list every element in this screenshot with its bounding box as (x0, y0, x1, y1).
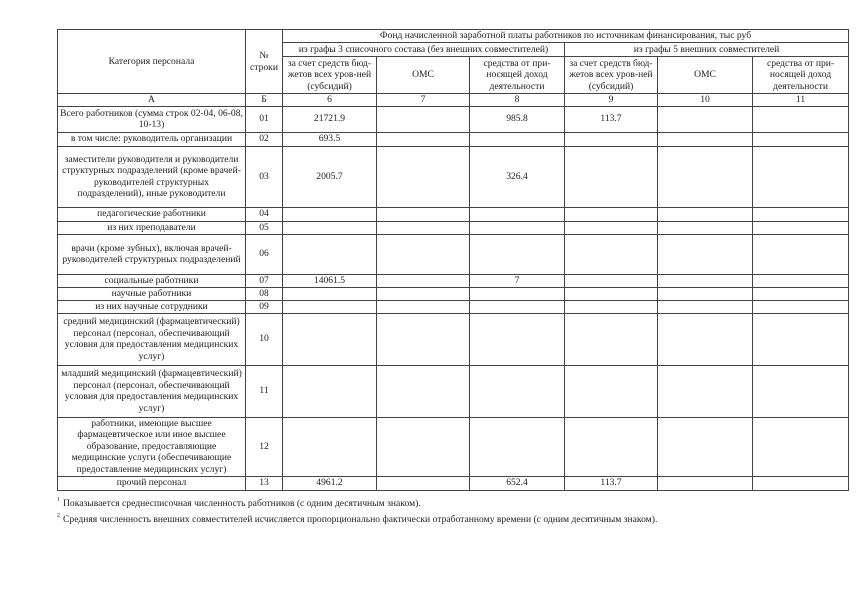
row-value-col-6 (283, 313, 377, 365)
row-category: младший медицинский (фармацевтический) персонал (персонал, обеспечивающий условия для предоставления медицинских услуг) (58, 365, 246, 417)
row-category: из них преподаватели (58, 221, 246, 234)
row-value-col-10 (658, 106, 753, 132)
row-value-col-9 (565, 207, 658, 221)
row-value-col-7 (377, 146, 470, 207)
col-letter: 9 (565, 94, 658, 107)
row-value-col-8: 326.4 (470, 146, 565, 207)
row-value-col-10 (658, 417, 753, 476)
row-value-col-6: 21721.9 (283, 106, 377, 132)
row-number: 02 (246, 132, 283, 146)
row-value-col-8 (470, 313, 565, 365)
table-row (58, 300, 849, 313)
row-value-col-7 (377, 287, 470, 300)
row-value-col-10 (658, 300, 753, 313)
row-value-col-7 (377, 417, 470, 476)
footnote-mark: 1 (57, 497, 60, 503)
row-value-col-6: 693.5 (283, 132, 377, 146)
row-value-col-9 (565, 274, 658, 287)
table-row (58, 207, 849, 221)
col-letter: 10 (658, 94, 753, 107)
header-group-staff: из графы 3 списочного состава (без внешних совместителей) (283, 43, 565, 57)
col-letter: 6 (283, 94, 377, 107)
row-value-col-9 (565, 365, 658, 417)
table-row (58, 313, 849, 365)
row-value-col-10 (658, 365, 753, 417)
row-value-col-11 (753, 146, 849, 207)
table-row (58, 234, 849, 274)
table-row (58, 221, 849, 234)
row-value-col-10 (658, 313, 753, 365)
row-category: прочий персонал (58, 476, 246, 490)
row-value-col-6 (283, 234, 377, 274)
row-value-col-9: 113.7 (565, 106, 658, 132)
row-value-col-8 (470, 207, 565, 221)
row-value-col-7 (377, 274, 470, 287)
row-value-col-11 (753, 287, 849, 300)
footnote-text: Показывается среднесписочная численность работников (с одним десятичным знаком). (63, 498, 421, 509)
header-category: Категория персонала (58, 30, 246, 94)
payroll-fund-table (57, 29, 849, 491)
row-value-col-10 (658, 132, 753, 146)
row-value-col-7 (377, 476, 470, 490)
row-value-col-6: 2005.7 (283, 146, 377, 207)
row-value-col-7 (377, 106, 470, 132)
row-value-col-8 (470, 365, 565, 417)
row-value-col-7 (377, 313, 470, 365)
col-letter: 7 (377, 94, 470, 107)
row-number: 07 (246, 274, 283, 287)
header-fund-title: Фонд начисленной заработной платы работников по источникам финансирования, тыс руб (283, 30, 849, 43)
table-row (58, 365, 849, 417)
row-number: 06 (246, 234, 283, 274)
row-value-col-11 (753, 365, 849, 417)
footnote-1 (57, 498, 421, 509)
row-value-col-10 (658, 287, 753, 300)
row-value-col-9: 113.7 (565, 476, 658, 490)
row-value-col-8 (470, 417, 565, 476)
row-value-col-6 (283, 417, 377, 476)
row-value-col-8 (470, 132, 565, 146)
column-letter-row (58, 94, 849, 107)
row-value-col-11 (753, 207, 849, 221)
col-letter: А (58, 94, 246, 107)
header-col-9: за счет средств бюд-жетов всех уров-ней (субсидий) (565, 57, 658, 94)
footnote-text: Средняя численность внешних совместителей исчисляется пропорционально фактически отработанному времени (с одним десятичным знаком). (63, 514, 658, 525)
header-group-external: из графы 5 внешних совместителей (565, 43, 849, 57)
row-value-col-9 (565, 132, 658, 146)
table-row (58, 274, 849, 287)
table-row (58, 417, 849, 476)
row-value-col-11 (753, 476, 849, 490)
col-letter: 11 (753, 94, 849, 107)
row-value-col-7 (377, 221, 470, 234)
row-value-col-7 (377, 234, 470, 274)
row-value-col-9 (565, 287, 658, 300)
row-value-col-8 (470, 287, 565, 300)
footnote-mark: 2 (57, 513, 60, 519)
row-value-col-9 (565, 234, 658, 274)
row-value-col-6 (283, 287, 377, 300)
col-letter: 8 (470, 94, 565, 107)
row-value-col-6 (283, 300, 377, 313)
row-value-col-11 (753, 313, 849, 365)
header-col-8: средства от при-носящей доход деятельности (470, 57, 565, 94)
row-number: 01 (246, 106, 283, 132)
row-value-col-11 (753, 234, 849, 274)
row-value-col-8 (470, 221, 565, 234)
row-value-col-9 (565, 146, 658, 207)
row-value-col-11 (753, 221, 849, 234)
row-category: заместители руководителя и руководители структурных подразделений (кроме врачей-руководителей структурных подразделений), иные руководители (58, 146, 246, 207)
row-value-col-7 (377, 365, 470, 417)
header-col-7: ОМС (377, 57, 470, 94)
row-category: Всего работников (сумма строк 02-04, 06-08, 10-13) (58, 106, 246, 132)
table-row (58, 476, 849, 490)
row-value-col-8: 652.4 (470, 476, 565, 490)
row-value-col-11 (753, 106, 849, 132)
row-number: 08 (246, 287, 283, 300)
row-category: в том числе: руководитель организации (58, 132, 246, 146)
row-number: 11 (246, 365, 283, 417)
row-number: 10 (246, 313, 283, 365)
footnote-2 (57, 514, 657, 525)
row-value-col-7 (377, 132, 470, 146)
row-number: 04 (246, 207, 283, 221)
row-number: 03 (246, 146, 283, 207)
row-category: из них научные сотрудники (58, 300, 246, 313)
row-number: 13 (246, 476, 283, 490)
row-value-col-11 (753, 274, 849, 287)
row-value-col-10 (658, 234, 753, 274)
row-value-col-10 (658, 221, 753, 234)
row-value-col-8: 7 (470, 274, 565, 287)
row-value-col-9 (565, 417, 658, 476)
header-col-6: за счет средств бюд-жетов всех уров-ней (субсидий) (283, 57, 377, 94)
row-value-col-8: 985.8 (470, 106, 565, 132)
row-value-col-11 (753, 300, 849, 313)
row-value-col-10 (658, 146, 753, 207)
row-value-col-9 (565, 221, 658, 234)
table-row (58, 146, 849, 207)
row-category: средний медицинский (фармацевтический) персонал (персонал, обеспечивающий условия для предоставления медицинских услуг) (58, 313, 246, 365)
col-letter: Б (246, 94, 283, 107)
row-number: 09 (246, 300, 283, 313)
row-category: социальные работники (58, 274, 246, 287)
header-col-10: ОМС (658, 57, 753, 94)
row-value-col-9 (565, 300, 658, 313)
row-category: педагогические работники (58, 207, 246, 221)
row-value-col-10 (658, 274, 753, 287)
row-value-col-6 (283, 221, 377, 234)
row-value-col-6: 4961.2 (283, 476, 377, 490)
table-row (58, 287, 849, 300)
header-col-11: средства от при-носящей доход деятельности (753, 57, 849, 94)
header-row-number: № строки (246, 30, 283, 94)
row-value-col-6 (283, 365, 377, 417)
row-value-col-7 (377, 207, 470, 221)
row-category: научные работники (58, 287, 246, 300)
row-value-col-6: 14061.5 (283, 274, 377, 287)
row-value-col-10 (658, 476, 753, 490)
row-number: 05 (246, 221, 283, 234)
row-value-col-6 (283, 207, 377, 221)
row-value-col-11 (753, 132, 849, 146)
row-value-col-9 (565, 313, 658, 365)
row-category: врачи (кроме зубных), включая врачей-руководителей структурных подразделений (58, 234, 246, 274)
row-category: работники, имеющие высшее фармацевтическое или иное высшее образование, предоставляющие медицинские услуги (обеспечивающие предоставление медицинских услуг) (58, 417, 246, 476)
row-value-col-8 (470, 300, 565, 313)
row-number: 12 (246, 417, 283, 476)
table-row (58, 132, 849, 146)
row-value-col-11 (753, 417, 849, 476)
row-value-col-8 (470, 234, 565, 274)
table-row (58, 106, 849, 132)
row-value-col-7 (377, 300, 470, 313)
row-value-col-10 (658, 207, 753, 221)
